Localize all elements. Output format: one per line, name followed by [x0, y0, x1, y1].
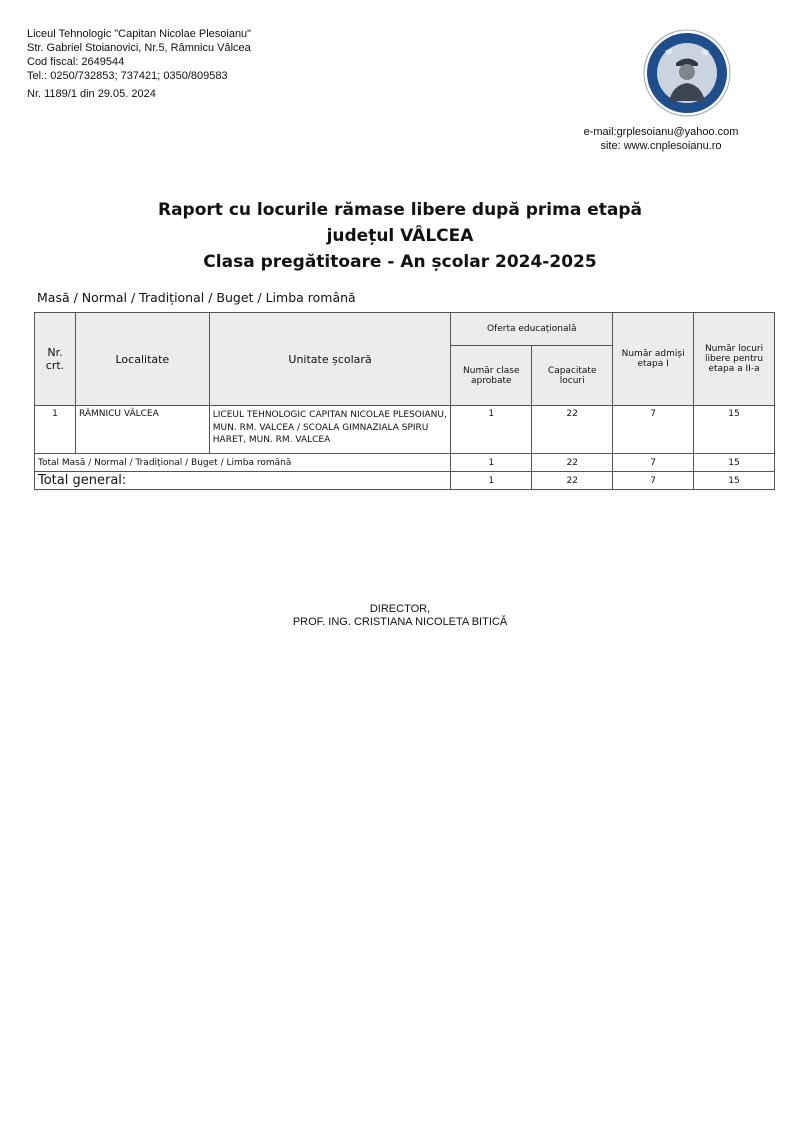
- total-admisi: 7: [613, 454, 694, 472]
- header-capacitate: Capacitate locuri: [532, 346, 613, 406]
- school-address: Str. Gabriel Stoianovici, Nr.5, Râmnicu Vâlcea: [27, 42, 251, 54]
- header-unitate: Unitate școlară: [209, 313, 451, 406]
- cell-nr: 1: [35, 406, 76, 454]
- email-address: e-mail:grplesoianu@yahoo.com: [583, 126, 739, 138]
- phone-numbers: Tel.: 0250/732853; 737421; 0350/809583: [27, 70, 228, 82]
- header-clase: Număr clase aprobate: [451, 346, 532, 406]
- title-line-2: județul VÂLCEA: [326, 226, 474, 246]
- total-label: Total Masă / Normal / Tradițional / Buget / Limba română: [35, 454, 451, 472]
- title-line-1: Raport cu locurile rămase libere după prima etapă: [158, 200, 642, 220]
- header-oferta: Oferta educațională: [451, 313, 613, 346]
- general-total-label: Total general:: [35, 472, 451, 490]
- cell-admisi: 7: [613, 406, 694, 454]
- director-role: DIRECTOR,: [369, 603, 431, 615]
- cell-libere: 15: [694, 406, 775, 454]
- report-table: [34, 312, 775, 490]
- website: site: www.cnplesoianu.ro: [600, 140, 722, 152]
- document-reference: Nr. 1189/1 din 29.05. 2024: [27, 88, 156, 100]
- general-admisi: 7: [613, 472, 694, 490]
- total-libere: 15: [694, 454, 775, 472]
- director-signature: [0, 603, 800, 629]
- total-capacitate: 22: [532, 454, 613, 472]
- director-name: PROF. ING. CRISTIANA NICOLETA BITICĂ: [292, 616, 508, 628]
- table-row: [35, 406, 775, 454]
- cell-unitate: LICEUL TEHNOLOGIC CAPITAN NICOLAE PLESOIANU, MUN. RM. VALCEA / SCOALA GIMNAZIALA SPIRU HARET, MUN. RM. VALCEA: [209, 406, 451, 454]
- table-category: Masă / Normal / Tradițional / Buget / Limba română: [37, 290, 356, 305]
- total-row: [35, 454, 775, 472]
- title-line-3: Clasa pregătitoare - An școlar 2024-2025: [203, 252, 597, 272]
- header-localitate: Localitate: [75, 313, 209, 406]
- total-clase: 1: [451, 454, 532, 472]
- general-clase: 1: [451, 472, 532, 490]
- general-total-row: [35, 472, 775, 490]
- report-title: [0, 197, 800, 275]
- school-header: [27, 27, 251, 101]
- contact-info: [551, 125, 771, 153]
- header-admisi: Număr admiși etapa I: [613, 313, 694, 406]
- school-seal-portrait-icon: [643, 29, 731, 117]
- header-nr-crt: Nr. crt.: [35, 313, 76, 406]
- cell-capacitate: 22: [532, 406, 613, 454]
- cell-localitate: RÂMNICU VÂLCEA: [75, 406, 209, 454]
- school-name: Liceul Tehnologic "Capitan Nicolae Plesoianu": [27, 28, 252, 40]
- general-libere: 15: [694, 472, 775, 490]
- cell-clase: 1: [451, 406, 532, 454]
- header-libere: Număr locuri libere pentru etapa a II-a: [694, 313, 775, 406]
- general-capacitate: 22: [532, 472, 613, 490]
- fiscal-code: Cod fiscal: 2649544: [27, 56, 125, 68]
